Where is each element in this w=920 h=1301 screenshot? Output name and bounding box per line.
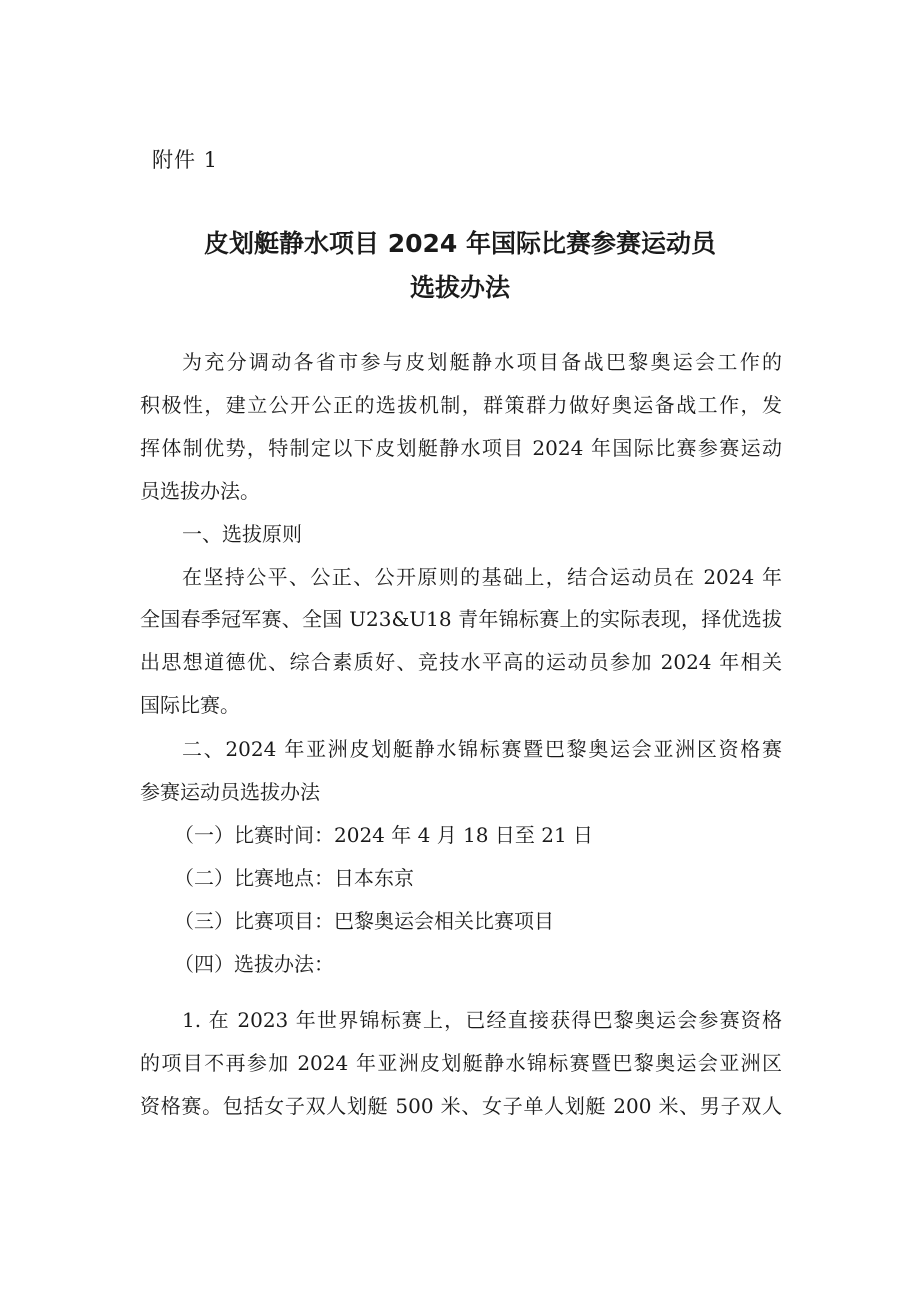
section-1-line-2: 全国春季冠军赛、全国 U23&U18 青年锦标赛上的实际表现，择优选拔 [140, 607, 782, 631]
intro-line-4: 员选拔办法。 [140, 479, 260, 503]
section-2-item-method: （四）选拔办法： [174, 952, 334, 976]
document-title-line-1: 皮划艇静水项目 2024 年国际比赛参赛运动员 [204, 229, 716, 258]
intro-line-1: 为充分调动各省市参与皮划艇静水项目备战巴黎奥运会工作的 [182, 350, 782, 374]
rule-1-line-1: 1. 在 2023 年世界锦标赛上，已经直接获得巴黎奥运会参赛资格 [182, 1008, 782, 1032]
section-2-heading-line-1: 二、2024 年亚洲皮划艇静水锦标赛暨巴黎奥运会亚洲区资格赛 [182, 737, 782, 761]
section-1-heading: 一、选拔原则 [182, 522, 302, 546]
section-2-item-location: （二）比赛地点：日本东京 [174, 866, 414, 890]
section-2-item-events: （三）比赛项目：巴黎奥运会相关比赛项目 [174, 909, 554, 933]
intro-line-2: 积极性，建立公开公正的选拔机制，群策群力做好奥运备战工作，发 [140, 393, 782, 417]
section-1-line-1: 在坚持公平、公正、公开原则的基础上，结合运动员在 2024 年 [182, 565, 782, 589]
section-1-line-3: 出思想道德优、综合素质好、竞技水平高的运动员参加 2024 年相关 [140, 650, 782, 674]
intro-line-3: 挥体制优势，特制定以下皮划艇静水项目 2024 年国际比赛参赛运动 [140, 436, 782, 460]
section-2-heading-line-2: 参赛运动员选拔办法 [140, 780, 320, 804]
section-2-item-time: （一）比赛时间：2024 年 4 月 18 日至 21 日 [174, 823, 594, 847]
rule-1-line-3: 资格赛。包括女子双人划艇 500 米、女子单人划艇 200 米、男子双人 [140, 1094, 782, 1118]
attachment-label: 附件 1 [152, 148, 219, 172]
section-1-line-4: 国际比赛。 [140, 693, 240, 717]
document-title-line-2: 选拔办法 [409, 273, 510, 302]
rule-1-line-2: 的项目不再参加 2024 年亚洲皮划艇静水锦标赛暨巴黎奥运会亚洲区 [140, 1051, 782, 1075]
